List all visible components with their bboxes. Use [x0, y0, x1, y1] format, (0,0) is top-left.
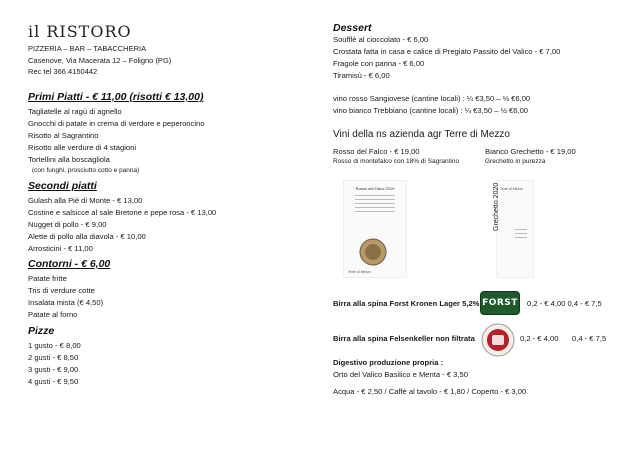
list-item-note: (con funghi, prosciutto cotto e panna): [32, 167, 140, 174]
list-item: Patate al forno: [28, 310, 78, 319]
forst-logo-text: FORST: [482, 298, 518, 308]
list-item: 1 gusto - € 8,00: [28, 341, 81, 350]
contorni-list: [28, 273, 103, 321]
primi-list: [28, 106, 204, 176]
list-item: Tortellini alla boscagliola: [28, 155, 110, 164]
forst-beer-name: Birra alla spina Forst Kronen Lager 5,2%: [333, 299, 480, 308]
white-wine-name: Bianco Grechetto - € 19,00: [485, 147, 576, 156]
list-item: vino bianco Trebbiano (cantine locali) : ¼ €3,50 – ½ €6,00: [333, 106, 529, 115]
list-item: Risotto alle verdure di 4 stagioni: [28, 143, 137, 152]
list-item: Patate fritte: [28, 274, 67, 283]
vini-title: Vini della ns azienda agr Terre di Mezzo: [333, 129, 510, 140]
forst-beer-prices: 0,2 - € 4,00 0,4 - € 7,5: [527, 299, 602, 308]
list-item: 3 gusti - € 9,00: [28, 365, 79, 374]
list-item: Insalata mista (€ 4,50): [28, 298, 104, 307]
footer-extras: Acqua - € 2,50 / Caffè al tavolo - € 1,80 / Coperto - € 3,00: [333, 387, 527, 396]
list-item: Tagliatelle al ragù di agnello: [28, 107, 122, 116]
list-item: Nugget di pollo - € 9,00: [28, 220, 107, 229]
white-wine-desc: Grechetto in purezza: [485, 158, 546, 165]
list-item: Costine e salsicce al sale Bretone e pepe rosa - € 13,00: [28, 208, 217, 217]
list-item: Gnocchi di patate in crema di verdure e peperoncino: [28, 119, 205, 128]
address: Casenove, Via Macerata 12 – Foligno (PG): [28, 56, 172, 65]
red-wine-desc: Rosso di montefalco con 18% di Sagrantino: [333, 158, 460, 165]
list-item: 2 gusti - € 8,50: [28, 353, 79, 362]
list-item: vino rosso Sangiovese (cantine locali) : ¼ €3,50 – ½ €6,00: [333, 94, 531, 103]
list-item: Tris di verdure cotte: [28, 286, 95, 295]
list-item: Alette di pollo alla diavola - € 10,00: [28, 232, 146, 241]
white-label-title: Grechetto 2020: [493, 182, 500, 231]
list-item: Tiramisù - € 6,00: [333, 71, 390, 80]
primi-title: Primi Piatti - € 11,00 (risotti € 13,00): [28, 91, 204, 103]
dessert-title: Dessert: [333, 22, 372, 34]
red-label-text-lines: [355, 195, 395, 212]
list-item: 4 gusti - € 9,50: [28, 377, 79, 386]
list-item: Gulash alla Piè di Monte - € 13,00: [28, 196, 143, 205]
white-winery-label: Terre di Mezzo: [500, 187, 523, 191]
list-item: Risotto al Sagrantino: [28, 131, 99, 140]
red-label-title: Rosso del Falco 2019: [355, 186, 395, 191]
phone: Rec tel 366.4150442: [28, 67, 98, 76]
felsenkeller-logo-icon: [481, 323, 515, 357]
digestivo-item: Orto del Valico Basilico e Menta - € 3,50: [333, 370, 468, 379]
pizze-list: [28, 340, 81, 388]
secondi-title: Secondi piatti: [28, 180, 97, 192]
list-item: Fragole con panna - € 6,00: [333, 59, 425, 68]
list-item: Soufflè al cioccolato - € 6,00: [333, 35, 429, 44]
red-winery-label: Terre di Mezzo: [348, 270, 371, 274]
tagline: PIZZERIA – BAR – TABACCHERIA: [28, 44, 147, 53]
falcon-seal-icon: [356, 237, 390, 267]
white-label-text-lines: [515, 226, 527, 241]
list-item: Crostata fatta in casa e calice di Pregiato Passito del Valico - € 7,00: [333, 47, 561, 56]
restaurant-logo: il RISTORO: [28, 22, 132, 41]
forst-logo-icon: [480, 291, 520, 315]
house-wine-list: [333, 93, 530, 117]
white-wine-label-image: [493, 180, 534, 278]
felsenkeller-beer-name: Birra alla spina Felsenkeller non filtrata: [333, 334, 475, 343]
digestivo-title: Digestivo produzione propria :: [333, 358, 444, 367]
red-wine-label-image: [343, 180, 407, 278]
red-wine-name: Rosso del Falco - € 19,00: [333, 147, 420, 156]
contorni-title: Contorni - € 6,00: [28, 258, 111, 270]
felsenkeller-price-small: 0,2 - € 4,00: [520, 334, 559, 343]
pizze-title: Pizze: [28, 325, 55, 337]
dessert-list: [333, 34, 560, 82]
secondi-list: [28, 195, 216, 255]
felsenkeller-price-large: 0,4 - € 7,5: [572, 334, 607, 343]
list-item: Arrosticini - € 11,00: [28, 244, 93, 253]
